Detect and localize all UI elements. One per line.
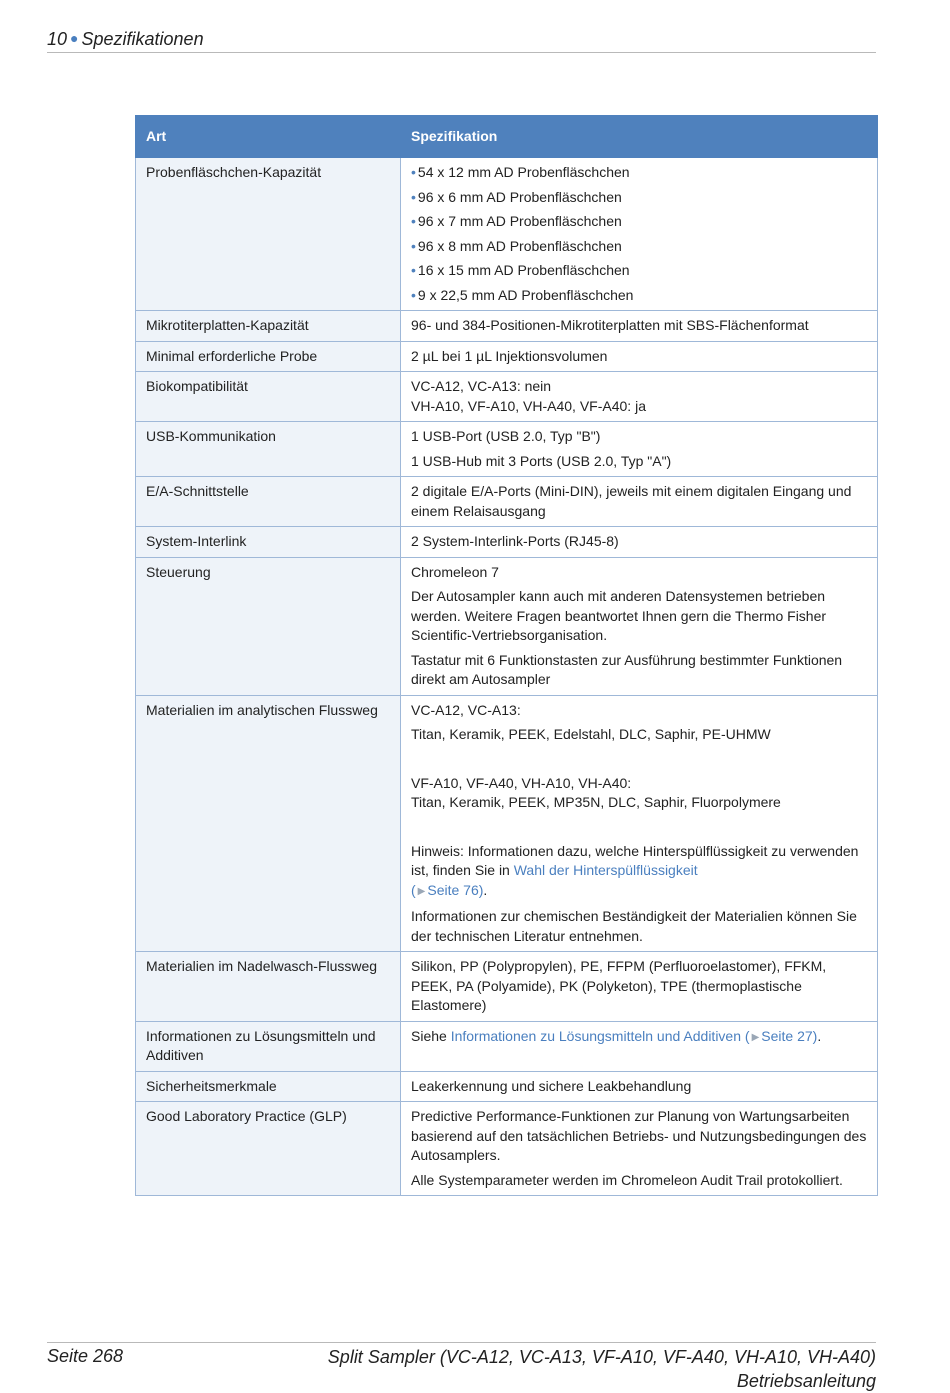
materials-note: Hinweis: Informationen dazu, welche Hinterspülflüssigkeit zu verwenden ist, finden Sie in Wahl der Hinterspülflüssigkeit ( ▶ Seite 76). [411,842,859,898]
row-label: USB-Kommunikation [136,422,401,477]
list-item: • 96 x 7 mm AD Probenfläschchen [411,212,867,232]
table-row [136,527,878,558]
row-label: Good Laboratory Practice (GLP) [136,1102,401,1196]
table-row [136,952,878,1022]
table-row [136,477,878,527]
materials-list-vc: Titan, Keramik, PEEK, Edelstahl, DLC, Saphir, PE-UHMW [411,726,771,742]
footer-title-line-2: Betriebsanleitung [736,1371,876,1391]
usb-hub-text: 1 USB-Hub mit 3 Ports (USB 2.0, Typ "A") [411,452,672,469]
table-row [136,695,878,952]
row-value: 2 System-Interlink-Ports (RJ45-8) [401,527,878,558]
row-value: 2 digitale E/A-Ports (Mini-DIN), jeweils mit einem digitalen Eingang und einem Relaisausgang [401,477,878,527]
control-software: Chromeleon 7 [411,563,499,580]
page-ref-76[interactable]: Seite 76) [427,881,484,898]
row-value: 2 µL bei 1 µL Injektionsvolumen [401,341,878,372]
table-row [136,557,878,695]
usb-port-text: 1 USB-Port (USB 2.0, Typ "B") [411,428,601,444]
row-value [401,372,878,422]
column-header-art: Art [136,116,401,158]
row-value [401,422,878,477]
row-value: Siehe Informationen zu Lösungsmitteln und Additiven ( ▶ Seite 27). [401,1021,878,1071]
row-value [401,158,878,311]
bullet-separator: ● [70,30,79,46]
row-label: Sicherheitsmerkmale [136,1071,401,1102]
list-item: • 16 x 15 mm AD Probenfläschchen [411,261,867,281]
table-row [136,1102,878,1196]
table-row [136,341,878,372]
row-label: Biokompatibilität [136,372,401,422]
footer-title-line-1: Split Sampler (VC-A12, VC-A13, VF-A10, VF-A40, VH-A10, VH-A40) [327,1347,876,1367]
row-value [401,695,878,952]
list-item: • 9 x 22,5 mm AD Probenfläschchen [411,286,867,306]
materials-chemical-note: Informationen zur chemischen Beständigkeit der Materialien können Sie der technischen Literatur entnehmen. [411,908,857,944]
list-item: • 96 x 6 mm AD Probenfläschchen [411,188,867,208]
glp-predictive: Predictive Performance-Funktionen zur Planung von Wartungsarbeiten basierend auf den tatsächlichen Betriebs- und Nutzungsbedingungen des Autosamplers. [411,1108,867,1163]
materials-models-vf-vh: VF-A10, VF-A40, VH-A10, VH-A40: [411,774,632,791]
footer-document-title [328,1345,876,1393]
specification-table [135,115,878,1196]
page-number: 10 [47,29,68,49]
row-label: Minimal erforderliche Probe [136,341,401,372]
column-header-spezifikation: Spezifikation [401,116,878,158]
materials-list-vf-vh: Titan, Keramik, PEEK, MP35N, DLC, Saphir, Fluorpolymere [411,794,781,810]
table-row [136,1071,878,1102]
page-header [47,28,876,53]
section-title: Spezifikationen [81,29,204,49]
footer-page-number: Seite 268 [47,1346,124,1366]
row-value [401,557,878,695]
list-item: • 54 x 12 mm AD Probenfläschchen [411,163,867,183]
row-label: Mikrotiterplatten-Kapazität [136,311,401,342]
page-ref-open[interactable]: ( [411,881,416,898]
row-value: 96- und 384-Positionen-Mikrotiterplatten mit SBS-Flächenformat [401,311,878,342]
link-loesungsmittel-additive[interactable]: Informationen zu Lösungsmitteln und Additiven ( [450,1027,750,1044]
row-label: Steuerung [136,557,401,695]
row-label: Materialien im analytischen Flussweg [136,695,401,952]
page-ref-27[interactable]: Seite 27) [761,1027,818,1044]
row-value: Silikon, PP (Polypropylen), PE, FFPM (Perfluoroelastomer), FFKM, PEEK, PA (Polyamide), PK (Polyketon), TPE (thermoplastische Elastomere) [401,952,878,1022]
triangle-right-icon: ▶ [417,885,426,897]
vial-list [411,163,867,305]
table-row [136,372,878,422]
biocompat-line-2: VH-A10, VF-A10, VH-A40, VF-A40: ja [411,397,646,414]
table-header-row [136,116,878,158]
materials-models-vc: VC-A12, VC-A13: [411,701,521,718]
row-value [401,1102,878,1196]
row-label: Informationen zu Lösungsmitteln und Additiven [136,1021,401,1071]
control-note: Der Autosampler kann auch mit anderen Datensystemen betrieben werden. Weitere Fragen beantwortet Ihnen gern die Thermo Fisher Scientific-Vertriebsorganisation. [411,588,827,643]
row-label: E/A-Schnittstelle [136,477,401,527]
row-label: Probenfläschchen-Kapazität [136,158,401,311]
row-label: Materialien im Nadelwasch-Flussweg [136,952,401,1022]
table-row [136,1021,878,1071]
table-row [136,311,878,342]
control-keypad: Tastatur mit 6 Funktionstasten zur Ausführung bestimmter Funktionen direkt am Autosampler [411,651,843,687]
glp-audit-trail: Alle Systemparameter werden im Chromeleon Audit Trail protokolliert. [411,1171,843,1188]
table-row [136,422,878,477]
list-item: • 96 x 8 mm AD Probenfläschchen [411,237,867,257]
biocompat-line-1: VC-A12, VC-A13: nein [411,378,552,394]
triangle-right-icon: ▶ [751,1031,760,1043]
table-row [136,158,878,311]
footer-divider [47,1342,876,1343]
row-value: Leakerkennung und sichere Leakbehandlung [401,1071,878,1102]
link-wahl-hinterspuelfluessigkeit[interactable]: Wahl der Hinterspülflüssigkeit [513,862,698,878]
row-label: System-Interlink [136,527,401,558]
